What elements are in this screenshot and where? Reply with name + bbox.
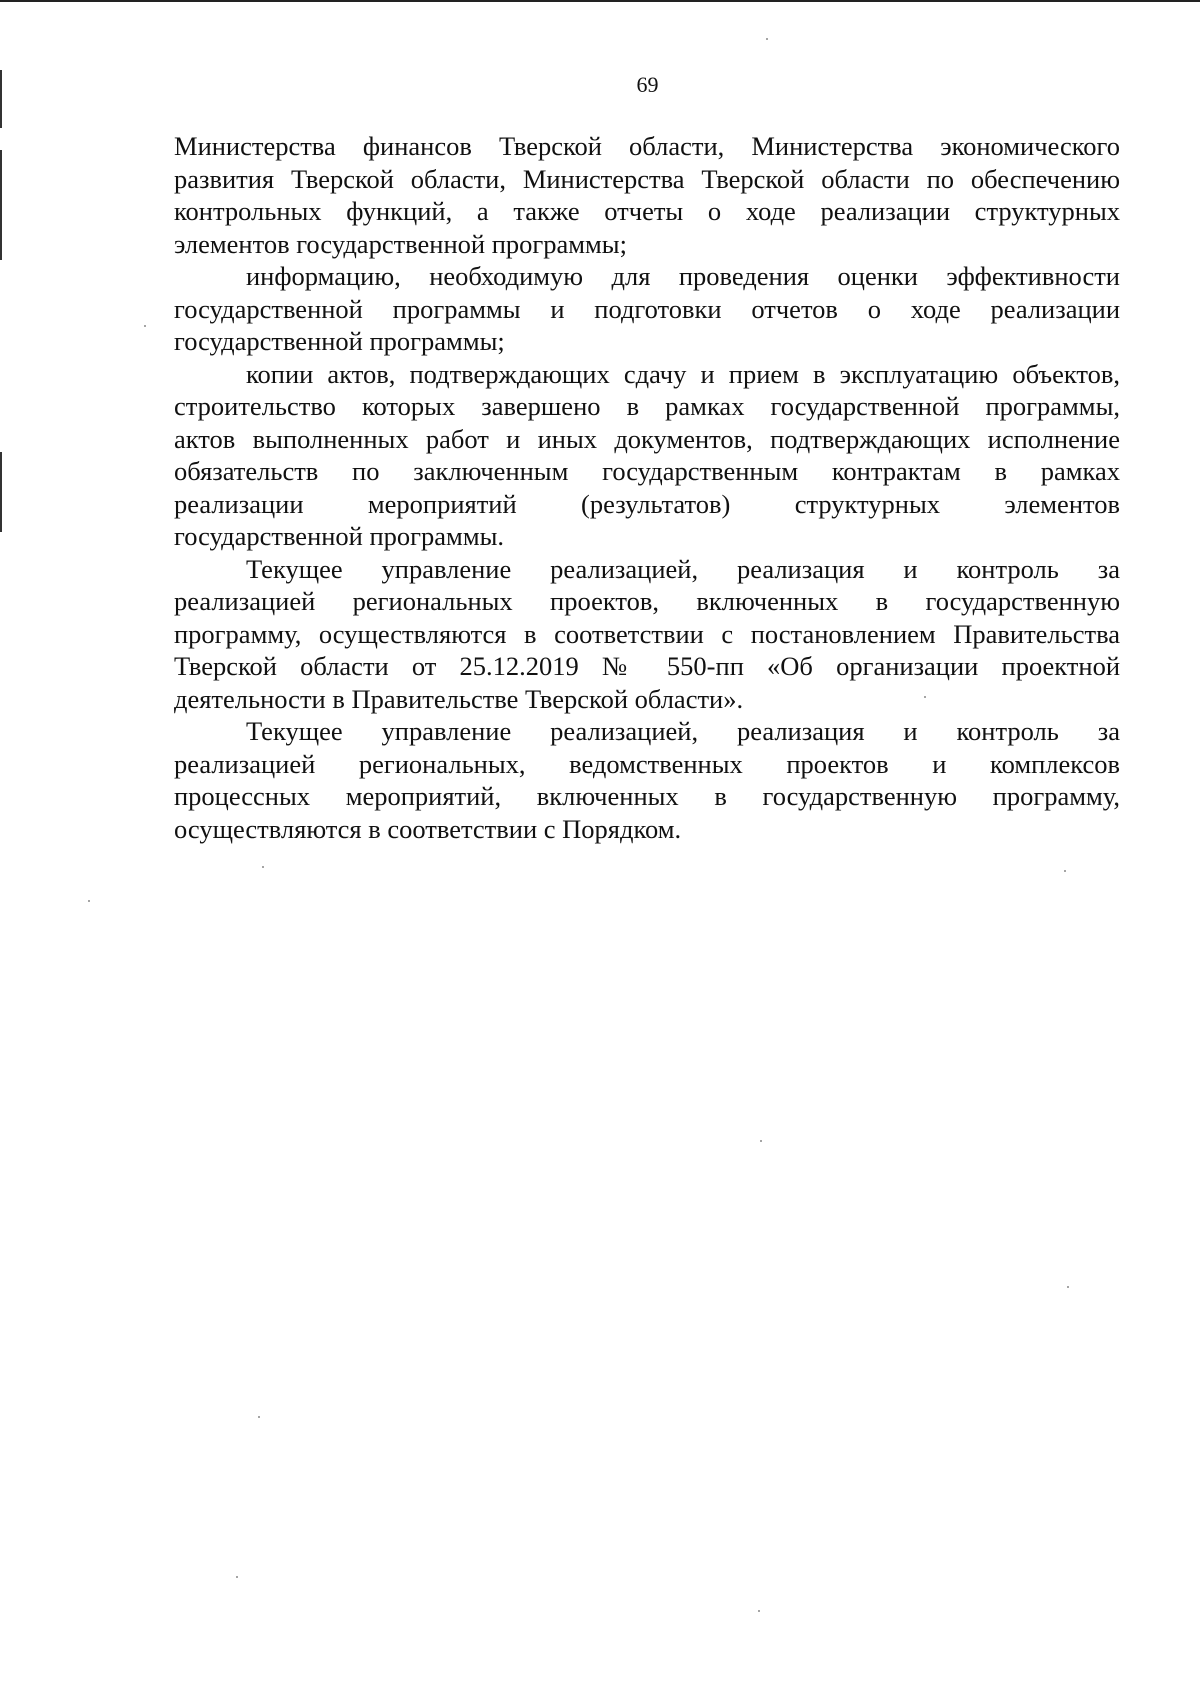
text-line: реализации мероприятий (результатов) структурных элементов (174, 488, 1120, 519)
text-line: Текущее управление реализацией, реализация и контроль за (246, 716, 1120, 746)
scan-left-edge-mark (0, 452, 2, 532)
scan-speck (1067, 1286, 1069, 1288)
paragraph (174, 260, 1120, 358)
text-line: контрольных функций, а также отчеты о ходе реализации структурных (174, 196, 1120, 226)
scan-left-edge-mark (0, 150, 2, 260)
scan-top-edge (0, 0, 1200, 2)
text-line: реализацией региональных, ведомственных проектов и комплексов (174, 748, 1120, 779)
scan-speck (760, 1140, 762, 1142)
scan-speck (236, 1576, 238, 1578)
text-line: процессных мероприятий, включенных в государственную программу, (174, 781, 1120, 811)
text-line: развития Тверской области, Министерства Тверской области по обеспечению (174, 163, 1120, 194)
scan-speck (258, 1416, 260, 1418)
text-line: государственной программы; (174, 326, 505, 356)
scan-speck (766, 38, 768, 40)
text-line: осуществляются в соответствии с Порядком. (174, 813, 682, 844)
scan-speck (144, 325, 146, 327)
paragraph (174, 715, 1120, 845)
paragraph (174, 130, 1120, 260)
text-line: Тверской области от 25.12.2019 № 550-пп «Об организации проектной (174, 651, 1120, 681)
text-line: строительство которых завершено в рамках государственной программы, (174, 391, 1120, 421)
text-line: актов выполненных работ и иных документов, подтверждающих исполнение (174, 423, 1120, 454)
paragraph (174, 358, 1120, 553)
text-line: государственной программы и подготовки отчетов о ходе реализации (174, 293, 1120, 324)
text-line: государственной программы. (174, 521, 505, 551)
text-line: деятельности в Правительстве Тверской области». (174, 683, 744, 714)
text-line: Министерства финансов Тверской области, Министерства экономического (174, 131, 1120, 161)
scan-speck (758, 1610, 760, 1612)
text-line: информацию, необходимую для проведения оценки эффективности (246, 261, 1120, 291)
scan-speck (262, 866, 264, 868)
text-line: элементов государственной программы; (174, 228, 627, 259)
text-line: реализацией региональных проектов, включенных в государственную (174, 586, 1120, 616)
text-line: обязательств по заключенным государственным контрактам в рамках (174, 456, 1120, 486)
text-line: Текущее управление реализацией, реализация и контроль за (246, 553, 1120, 584)
text-line: программу, осуществляются в соответствии с постановлением Правительства (174, 618, 1120, 649)
paragraph (174, 553, 1120, 716)
document-body (174, 130, 1120, 845)
page-number: 69 (636, 72, 659, 97)
text-line: копии актов, подтверждающих сдачу и прием в эксплуатацию объектов, (246, 358, 1120, 389)
scan-speck (88, 900, 90, 902)
scan-speck (1064, 870, 1066, 872)
